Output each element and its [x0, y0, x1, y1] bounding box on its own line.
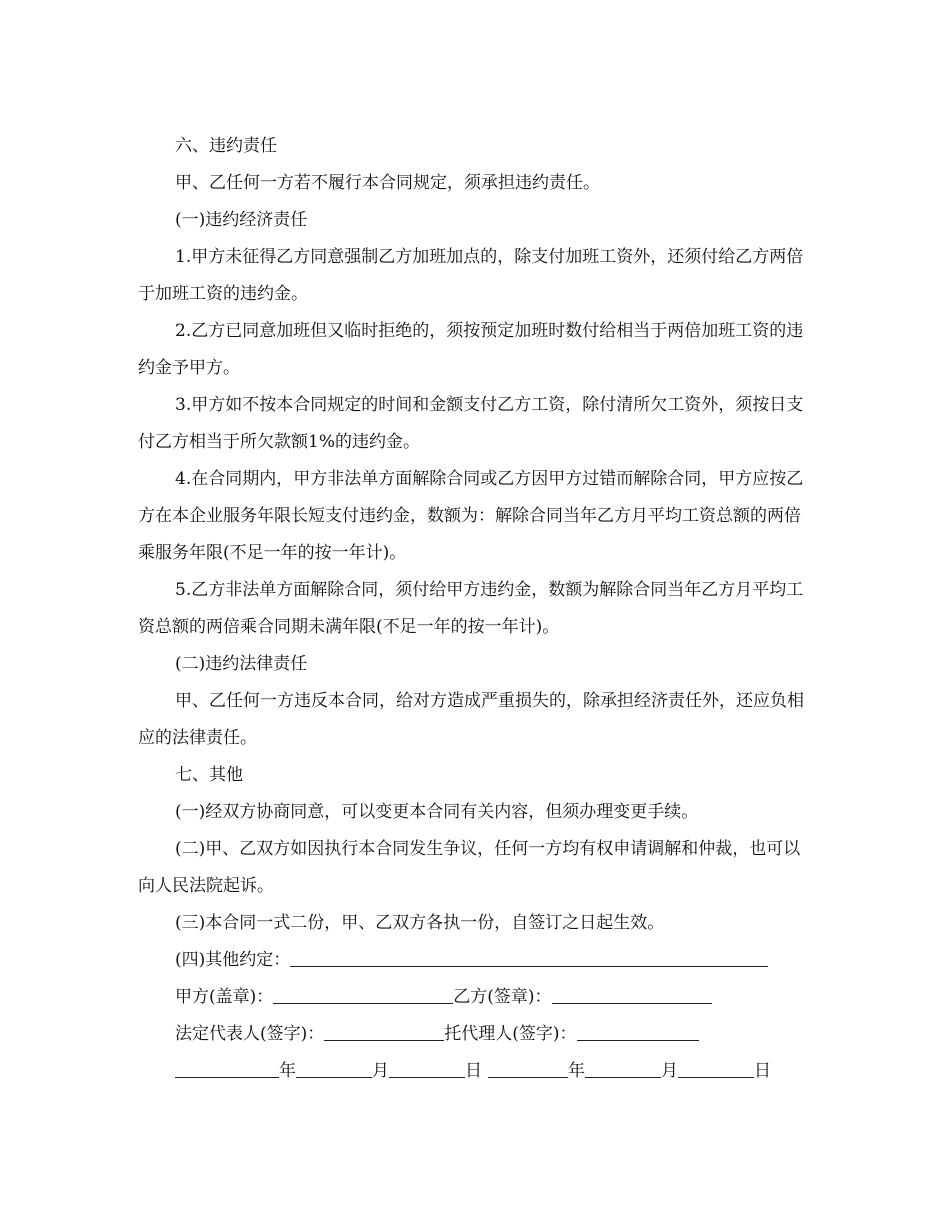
month-label: 月: [661, 1061, 678, 1081]
date-line: [138, 1053, 814, 1090]
party-a-day-blank[interactable]: [389, 1055, 465, 1078]
paragraph: 甲、乙任何一方违反本合同，给对方造成严重损失的，除承担经济责任外，还应负相应的法律责任。: [138, 691, 804, 748]
document-body: [138, 128, 814, 1090]
party-a-blank[interactable]: [273, 981, 453, 1004]
party-a-label: 甲方(盖章)：: [175, 987, 274, 1007]
year-label: 年: [279, 1061, 296, 1081]
section-heading: 六、违约责任: [175, 136, 277, 156]
clause-item: 5.乙方非法单方面解除合同，须付给甲方违约金，数额为解除合同当年乙方月平均工资总额的两倍乘合同期未满年限(不足一年的按一年计)。: [138, 580, 804, 637]
party-b-day-blank[interactable]: [678, 1055, 754, 1078]
party-b-blank[interactable]: [552, 981, 712, 1004]
clause-item: 2.乙方已同意加班但又临时拒绝的，须按预定加班时数付给相当于两倍加班工资的违约金予甲方。: [138, 321, 804, 378]
clause-item: 3.甲方如不按本合同规定的时间和金额支付乙方工资，除付清所欠工资外，须按日支付乙方相当于所欠款额1%的违约金。: [138, 395, 804, 452]
party-signature-line: [138, 979, 814, 1016]
agent-blank[interactable]: [577, 1018, 699, 1041]
subsection-heading: (一)违约经济责任: [175, 210, 308, 230]
day-label: 日: [754, 1061, 771, 1081]
clause-item: (二)甲、乙双方如因执行本合同发生争议，任何一方均有权申请调解和仲裁，也可以向人民法院起诉。: [138, 839, 801, 896]
party-a-month-blank[interactable]: [296, 1055, 372, 1078]
year-label: 年: [568, 1061, 585, 1081]
other-agreement-blank[interactable]: [290, 944, 768, 967]
agent-label: 托代理人(签字)：: [444, 1024, 577, 1044]
representative-signature-line: [138, 1016, 814, 1053]
party-a-year-blank[interactable]: [175, 1055, 279, 1078]
day-label: 日: [465, 1061, 482, 1081]
legal-rep-label: 法定代表人(签字)：: [175, 1024, 325, 1044]
paragraph: 甲、乙任何一方若不履行本合同规定，须承担违约责任。: [175, 173, 600, 193]
month-label: 月: [372, 1061, 389, 1081]
party-b-label: 乙方(签章)：: [453, 987, 552, 1007]
section-heading: 七、其他: [175, 765, 243, 785]
party-b-year-blank[interactable]: [488, 1055, 568, 1078]
clause-item: 1.甲方未征得乙方同意强制乙方加班加点的，除支付加班工资外，还须付给乙方两倍于加班工资的违约金。: [138, 247, 804, 304]
other-agreement-line: [138, 942, 814, 979]
party-b-month-blank[interactable]: [585, 1055, 661, 1078]
clause-item: (一)经双方协商同意，可以变更本合同有关内容，但须办理变更手续。: [175, 802, 699, 822]
legal-rep-blank[interactable]: [324, 1018, 444, 1041]
other-agreement-label: (四)其他约定：: [175, 950, 291, 970]
clause-item: (三)本合同一式二份，甲、乙双方各执一份，自签订之日起生效。: [175, 913, 665, 933]
subsection-heading: (二)违约法律责任: [175, 654, 308, 674]
clause-item: 4.在合同期内，甲方非法单方面解除合同或乙方因甲方过错而解除合同，甲方应按乙方在本企业服务年限长短支付违约金，数额为：解除合同当年乙方月平均工资总额的两倍乘服务年限(不足一年的按一年计)。: [138, 469, 804, 563]
